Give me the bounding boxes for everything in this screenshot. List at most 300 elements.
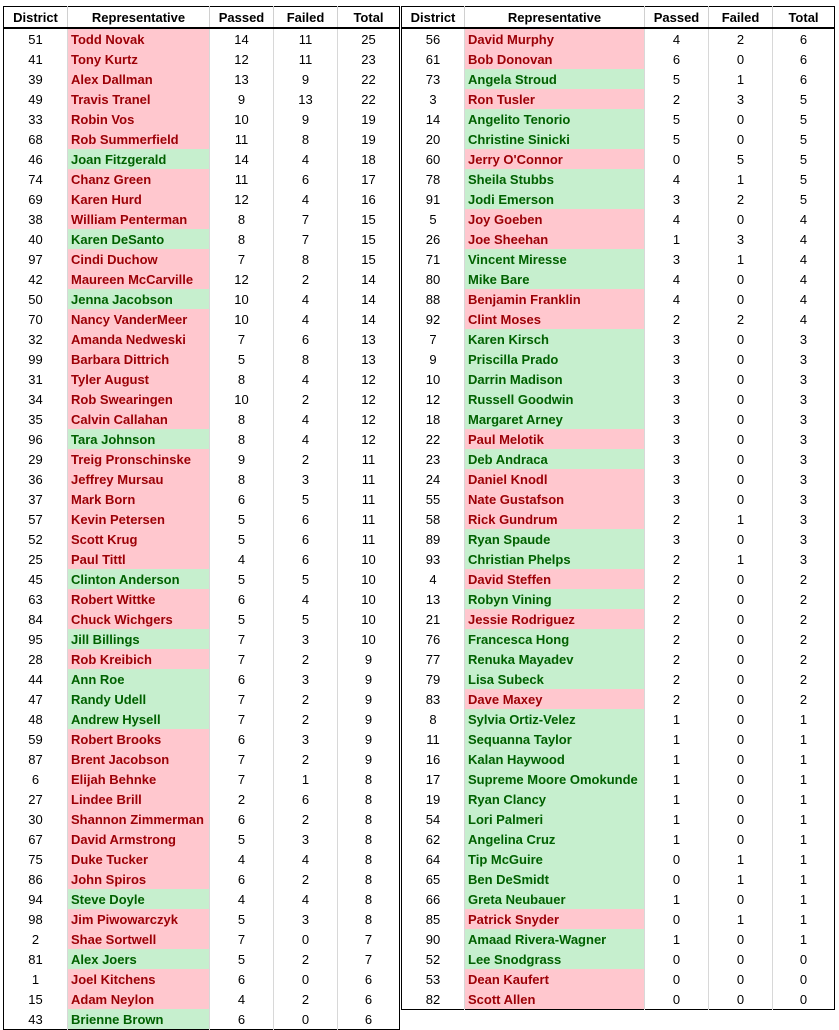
representative-cell: William Penterman bbox=[68, 209, 210, 229]
table-row bbox=[4, 469, 400, 489]
failed-cell: 0 bbox=[709, 949, 773, 969]
table-row bbox=[402, 469, 835, 489]
failed-cell: 0 bbox=[274, 969, 338, 989]
passed-cell: 12 bbox=[210, 189, 274, 209]
district-cell: 71 bbox=[402, 249, 465, 269]
failed-cell: 2 bbox=[274, 869, 338, 889]
district-cell: 5 bbox=[402, 209, 465, 229]
representative-cell: Renuka Mayadev bbox=[465, 649, 645, 669]
representative-cell: Patrick Snyder bbox=[465, 909, 645, 929]
passed-cell: 2 bbox=[645, 649, 709, 669]
failed-cell: 9 bbox=[274, 69, 338, 89]
total-cell: 19 bbox=[361, 111, 376, 127]
header-total: Total bbox=[338, 7, 400, 29]
passed-cell: 2 bbox=[645, 89, 709, 109]
passed-cell: 4 bbox=[210, 889, 274, 909]
district-cell: 39 bbox=[4, 69, 68, 89]
failed-cell: 2 bbox=[274, 749, 338, 769]
header-passed: Passed bbox=[210, 7, 274, 29]
total-cell: 5 bbox=[799, 171, 808, 187]
failed-cell: 0 bbox=[709, 269, 773, 289]
total-cell: 12 bbox=[361, 371, 376, 387]
passed-cell: 6 bbox=[210, 809, 274, 829]
failed-cell: 9 bbox=[274, 109, 338, 129]
passed-cell: 2 bbox=[645, 689, 709, 709]
passed-cell: 8 bbox=[210, 469, 274, 489]
failed-cell: 0 bbox=[709, 589, 773, 609]
passed-cell: 14 bbox=[210, 149, 274, 169]
passed-cell: 10 bbox=[210, 289, 274, 309]
district-cell: 41 bbox=[4, 49, 68, 69]
table-row bbox=[402, 729, 835, 749]
table-row bbox=[4, 589, 400, 609]
representative-cell: Steve Doyle bbox=[68, 889, 210, 909]
district-cell: 82 bbox=[402, 989, 465, 1010]
district-cell: 65 bbox=[402, 869, 465, 889]
passed-cell: 2 bbox=[645, 509, 709, 529]
district-cell: 52 bbox=[4, 529, 68, 549]
total-cell: 22 bbox=[361, 71, 376, 87]
district-cell: 74 bbox=[4, 169, 68, 189]
representative-cell: Kevin Petersen bbox=[68, 509, 210, 529]
failed-cell: 1 bbox=[709, 249, 773, 269]
failed-cell: 6 bbox=[274, 789, 338, 809]
district-cell: 83 bbox=[402, 689, 465, 709]
failed-cell: 0 bbox=[709, 749, 773, 769]
failed-cell: 1 bbox=[709, 549, 773, 569]
district-cell: 23 bbox=[402, 449, 465, 469]
failed-cell: 0 bbox=[709, 669, 773, 689]
table-row bbox=[4, 629, 400, 649]
table-row bbox=[4, 169, 400, 189]
failed-cell: 6 bbox=[274, 549, 338, 569]
total-cell: 1 bbox=[799, 731, 808, 747]
total-cell: 3 bbox=[799, 371, 808, 387]
failed-cell: 3 bbox=[274, 829, 338, 849]
table-row bbox=[4, 549, 400, 569]
table-row bbox=[4, 889, 400, 909]
total-cell: 15 bbox=[361, 211, 376, 227]
failed-cell: 0 bbox=[274, 929, 338, 949]
passed-cell: 7 bbox=[210, 769, 274, 789]
district-cell: 13 bbox=[402, 589, 465, 609]
table-row bbox=[4, 289, 400, 309]
passed-cell: 3 bbox=[645, 489, 709, 509]
total-cell: 3 bbox=[799, 391, 808, 407]
table-row bbox=[4, 389, 400, 409]
district-cell: 49 bbox=[4, 89, 68, 109]
table-row bbox=[402, 249, 835, 269]
district-cell: 51 bbox=[4, 28, 68, 49]
total-cell: 18 bbox=[361, 151, 376, 167]
representative-cell: Brent Jacobson bbox=[68, 749, 210, 769]
table-row bbox=[4, 429, 400, 449]
failed-cell: 0 bbox=[709, 489, 773, 509]
failed-cell: 0 bbox=[709, 529, 773, 549]
district-cell: 85 bbox=[402, 909, 465, 929]
total-cell: 2 bbox=[799, 691, 808, 707]
table-row bbox=[402, 229, 835, 249]
district-cell: 59 bbox=[4, 729, 68, 749]
total-cell: 2 bbox=[799, 591, 808, 607]
passed-cell: 1 bbox=[645, 789, 709, 809]
table-row bbox=[4, 1009, 400, 1030]
total-cell: 3 bbox=[799, 471, 808, 487]
passed-cell: 0 bbox=[645, 909, 709, 929]
failed-cell: 7 bbox=[274, 209, 338, 229]
representative-cell: Joy Goeben bbox=[465, 209, 645, 229]
passed-cell: 7 bbox=[210, 249, 274, 269]
failed-cell: 6 bbox=[274, 529, 338, 549]
total-cell: 14 bbox=[361, 291, 376, 307]
representative-cell: Shannon Zimmerman bbox=[68, 809, 210, 829]
failed-cell: 8 bbox=[274, 249, 338, 269]
table-row bbox=[402, 829, 835, 849]
table-row bbox=[402, 349, 835, 369]
district-cell: 67 bbox=[4, 829, 68, 849]
passed-cell: 7 bbox=[210, 629, 274, 649]
table-row bbox=[402, 169, 835, 189]
failed-cell: 4 bbox=[274, 289, 338, 309]
table-row bbox=[402, 89, 835, 109]
representative-cell: David Murphy bbox=[465, 28, 645, 49]
failed-cell: 1 bbox=[709, 69, 773, 89]
representative-cell: Jerry O'Connor bbox=[465, 149, 645, 169]
passed-cell: 6 bbox=[210, 669, 274, 689]
total-cell: 22 bbox=[361, 91, 376, 107]
district-cell: 99 bbox=[4, 349, 68, 369]
district-cell: 87 bbox=[4, 749, 68, 769]
table-row bbox=[402, 209, 835, 229]
failed-cell: 0 bbox=[709, 829, 773, 849]
table-row bbox=[4, 249, 400, 269]
district-cell: 96 bbox=[4, 429, 68, 449]
failed-cell: 0 bbox=[709, 329, 773, 349]
representative-cell: Jeffrey Mursau bbox=[68, 469, 210, 489]
passed-cell: 1 bbox=[645, 749, 709, 769]
table-row bbox=[402, 609, 835, 629]
header-representative: Representative bbox=[68, 7, 210, 29]
district-cell: 63 bbox=[4, 589, 68, 609]
failed-cell: 3 bbox=[274, 469, 338, 489]
header-representative: Representative bbox=[465, 7, 645, 29]
failed-cell: 2 bbox=[709, 189, 773, 209]
failed-cell: 0 bbox=[709, 889, 773, 909]
total-cell: 1 bbox=[799, 931, 808, 947]
representative-cell: Duke Tucker bbox=[68, 849, 210, 869]
passed-cell: 9 bbox=[210, 449, 274, 469]
representative-cell: Lisa Subeck bbox=[465, 669, 645, 689]
representative-cell: Ryan Spaude bbox=[465, 529, 645, 549]
total-cell: 8 bbox=[364, 891, 373, 907]
representative-cell: Karen DeSanto bbox=[68, 229, 210, 249]
district-cell: 57 bbox=[4, 509, 68, 529]
passed-cell: 0 bbox=[645, 989, 709, 1010]
representative-cell: Deb Andraca bbox=[465, 449, 645, 469]
failed-cell: 5 bbox=[274, 569, 338, 589]
district-cell: 15 bbox=[4, 989, 68, 1009]
passed-cell: 7 bbox=[210, 749, 274, 769]
representative-cell: Daniel Knodl bbox=[465, 469, 645, 489]
table-row bbox=[402, 949, 835, 969]
total-cell: 11 bbox=[361, 531, 376, 547]
representative-cell: Benjamin Franklin bbox=[465, 289, 645, 309]
representative-cell: Treig Pronschinske bbox=[68, 449, 210, 469]
header-failed: Failed bbox=[709, 7, 773, 29]
table-row bbox=[4, 449, 400, 469]
failed-cell: 0 bbox=[709, 469, 773, 489]
table-row bbox=[4, 349, 400, 369]
total-cell: 4 bbox=[799, 311, 808, 327]
total-cell: 1 bbox=[799, 891, 808, 907]
total-cell: 6 bbox=[799, 51, 808, 67]
passed-cell: 9 bbox=[210, 89, 274, 109]
district-cell: 89 bbox=[402, 529, 465, 549]
failed-cell: 0 bbox=[709, 809, 773, 829]
representative-cell: Lee Snodgrass bbox=[465, 949, 645, 969]
failed-cell: 2 bbox=[709, 309, 773, 329]
failed-cell: 2 bbox=[274, 649, 338, 669]
district-cell: 2 bbox=[4, 929, 68, 949]
representative-cell: Ann Roe bbox=[68, 669, 210, 689]
table-row bbox=[402, 749, 835, 769]
passed-cell: 1 bbox=[645, 829, 709, 849]
failed-cell: 0 bbox=[709, 689, 773, 709]
representative-cell: Vincent Miresse bbox=[465, 249, 645, 269]
failed-cell: 4 bbox=[274, 589, 338, 609]
district-cell: 9 bbox=[402, 349, 465, 369]
representative-cell: Angelito Tenorio bbox=[465, 109, 645, 129]
district-cell: 7 bbox=[402, 329, 465, 349]
representative-cell: Jim Piwowarczyk bbox=[68, 909, 210, 929]
table-row bbox=[4, 929, 400, 949]
table-row bbox=[4, 269, 400, 289]
district-cell: 40 bbox=[4, 229, 68, 249]
table-row bbox=[4, 529, 400, 549]
passed-cell: 1 bbox=[645, 709, 709, 729]
table-row bbox=[402, 489, 835, 509]
district-cell: 44 bbox=[4, 669, 68, 689]
failed-cell: 2 bbox=[274, 989, 338, 1009]
district-cell: 27 bbox=[4, 789, 68, 809]
representative-cell: Rick Gundrum bbox=[465, 509, 645, 529]
passed-cell: 0 bbox=[645, 949, 709, 969]
representative-cell: Supreme Moore Omokunde bbox=[465, 769, 645, 789]
table-row bbox=[4, 669, 400, 689]
district-cell: 14 bbox=[402, 109, 465, 129]
passed-cell: 5 bbox=[645, 69, 709, 89]
district-cell: 17 bbox=[402, 769, 465, 789]
total-cell: 3 bbox=[799, 551, 808, 567]
representative-cell: Clint Moses bbox=[465, 309, 645, 329]
passed-cell: 4 bbox=[645, 209, 709, 229]
district-cell: 53 bbox=[402, 969, 465, 989]
district-cell: 86 bbox=[4, 869, 68, 889]
representative-cell: Amanda Nedweski bbox=[68, 329, 210, 349]
failed-cell: 0 bbox=[709, 289, 773, 309]
district-cell: 6 bbox=[4, 769, 68, 789]
total-cell: 23 bbox=[361, 51, 376, 67]
table-row bbox=[4, 369, 400, 389]
passed-cell: 3 bbox=[645, 369, 709, 389]
failed-cell: 0 bbox=[709, 349, 773, 369]
table-row bbox=[402, 549, 835, 569]
failed-cell: 11 bbox=[274, 49, 338, 69]
passed-cell: 5 bbox=[210, 349, 274, 369]
total-cell: 3 bbox=[799, 511, 808, 527]
district-cell: 50 bbox=[4, 289, 68, 309]
representative-cell: Elijah Behnke bbox=[68, 769, 210, 789]
passed-cell: 12 bbox=[210, 49, 274, 69]
passed-cell: 6 bbox=[645, 49, 709, 69]
passed-cell: 6 bbox=[210, 729, 274, 749]
total-cell: 9 bbox=[364, 651, 373, 667]
table-row bbox=[402, 529, 835, 549]
total-cell: 11 bbox=[361, 471, 376, 487]
table-row bbox=[4, 209, 400, 229]
failed-cell: 6 bbox=[274, 509, 338, 529]
failed-cell: 4 bbox=[274, 189, 338, 209]
district-cell: 25 bbox=[4, 549, 68, 569]
table-row bbox=[402, 429, 835, 449]
total-cell: 8 bbox=[364, 811, 373, 827]
representative-cell: Jodi Emerson bbox=[465, 189, 645, 209]
district-cell: 77 bbox=[402, 649, 465, 669]
representative-cell: Ron Tusler bbox=[465, 89, 645, 109]
district-cell: 16 bbox=[402, 749, 465, 769]
district-cell: 73 bbox=[402, 69, 465, 89]
total-cell: 8 bbox=[364, 851, 373, 867]
table-row bbox=[402, 149, 835, 169]
district-cell: 79 bbox=[402, 669, 465, 689]
header-row bbox=[4, 7, 400, 29]
representative-cell: Mike Bare bbox=[465, 269, 645, 289]
failed-cell: 7 bbox=[274, 229, 338, 249]
table-row bbox=[4, 329, 400, 349]
header-district: District bbox=[4, 7, 68, 29]
table-row bbox=[4, 609, 400, 629]
representative-cell: Robyn Vining bbox=[465, 589, 645, 609]
district-cell: 19 bbox=[402, 789, 465, 809]
total-cell: 14 bbox=[361, 311, 376, 327]
representative-cell: Robert Wittke bbox=[68, 589, 210, 609]
total-cell: 12 bbox=[361, 431, 376, 447]
district-cell: 33 bbox=[4, 109, 68, 129]
representative-cell: Sequanna Taylor bbox=[465, 729, 645, 749]
representative-cell: Travis Tranel bbox=[68, 89, 210, 109]
total-cell: 6 bbox=[364, 971, 373, 987]
representative-cell: Angela Stroud bbox=[465, 69, 645, 89]
failed-cell: 2 bbox=[274, 269, 338, 289]
total-cell: 1 bbox=[799, 751, 808, 767]
total-cell: 3 bbox=[799, 451, 808, 467]
representative-cell: Sheila Stubbs bbox=[465, 169, 645, 189]
district-cell: 24 bbox=[402, 469, 465, 489]
table-row bbox=[4, 109, 400, 129]
total-cell: 2 bbox=[799, 631, 808, 647]
total-cell: 15 bbox=[361, 231, 376, 247]
representative-cell: Dean Kaufert bbox=[465, 969, 645, 989]
table-row bbox=[402, 109, 835, 129]
district-cell: 26 bbox=[402, 229, 465, 249]
failed-cell: 5 bbox=[274, 489, 338, 509]
representative-cell: Maureen McCarville bbox=[68, 269, 210, 289]
failed-cell: 1 bbox=[709, 169, 773, 189]
failed-cell: 0 bbox=[709, 449, 773, 469]
table-row bbox=[402, 309, 835, 329]
passed-cell: 12 bbox=[210, 269, 274, 289]
passed-cell: 1 bbox=[645, 809, 709, 829]
passed-cell: 6 bbox=[210, 1009, 274, 1030]
representative-cell: Ben DeSmidt bbox=[465, 869, 645, 889]
representative-cell: Christian Phelps bbox=[465, 549, 645, 569]
district-cell: 42 bbox=[4, 269, 68, 289]
district-cell: 97 bbox=[4, 249, 68, 269]
passed-cell: 5 bbox=[645, 129, 709, 149]
table-row bbox=[4, 989, 400, 1009]
total-cell: 13 bbox=[361, 351, 376, 367]
passed-cell: 11 bbox=[210, 129, 274, 149]
district-cell: 11 bbox=[402, 729, 465, 749]
total-cell: 6 bbox=[364, 991, 373, 1007]
passed-cell: 7 bbox=[210, 329, 274, 349]
failed-cell: 3 bbox=[709, 89, 773, 109]
total-cell: 8 bbox=[364, 791, 373, 807]
representative-cell: Todd Novak bbox=[68, 28, 210, 49]
failed-cell: 0 bbox=[709, 129, 773, 149]
district-cell: 34 bbox=[4, 389, 68, 409]
passed-cell: 7 bbox=[210, 649, 274, 669]
representative-cell: Karen Kirsch bbox=[465, 329, 645, 349]
district-cell: 90 bbox=[402, 929, 465, 949]
failed-cell: 0 bbox=[274, 1009, 338, 1030]
passed-cell: 7 bbox=[210, 709, 274, 729]
representative-cell: Sylvia Ortiz-Velez bbox=[465, 709, 645, 729]
total-cell: 7 bbox=[364, 931, 373, 947]
total-cell: 11 bbox=[361, 451, 376, 467]
total-cell: 4 bbox=[799, 211, 808, 227]
total-cell: 11 bbox=[361, 491, 376, 507]
total-cell: 12 bbox=[361, 391, 376, 407]
passed-cell: 7 bbox=[210, 689, 274, 709]
failed-cell: 4 bbox=[274, 889, 338, 909]
passed-cell: 2 bbox=[645, 629, 709, 649]
representative-cell: Jessie Rodriguez bbox=[465, 609, 645, 629]
representative-cell: Christine Sinicki bbox=[465, 129, 645, 149]
failed-cell: 2 bbox=[274, 809, 338, 829]
district-cell: 8 bbox=[402, 709, 465, 729]
passed-cell: 3 bbox=[645, 389, 709, 409]
total-cell: 10 bbox=[361, 611, 376, 627]
passed-cell: 0 bbox=[645, 149, 709, 169]
failed-cell: 6 bbox=[274, 329, 338, 349]
district-cell: 76 bbox=[402, 629, 465, 649]
representative-cell: Darrin Madison bbox=[465, 369, 645, 389]
representative-cell: Joan Fitzgerald bbox=[68, 149, 210, 169]
table-row bbox=[4, 69, 400, 89]
district-cell: 91 bbox=[402, 189, 465, 209]
representative-cell: Bob Donovan bbox=[465, 49, 645, 69]
passed-cell: 1 bbox=[645, 889, 709, 909]
passed-cell: 6 bbox=[210, 969, 274, 989]
table-row bbox=[402, 28, 835, 49]
table-row bbox=[4, 89, 400, 109]
district-cell: 20 bbox=[402, 129, 465, 149]
header-failed: Failed bbox=[274, 7, 338, 29]
district-cell: 22 bbox=[402, 429, 465, 449]
failed-cell: 11 bbox=[274, 28, 338, 49]
failed-cell: 0 bbox=[709, 769, 773, 789]
